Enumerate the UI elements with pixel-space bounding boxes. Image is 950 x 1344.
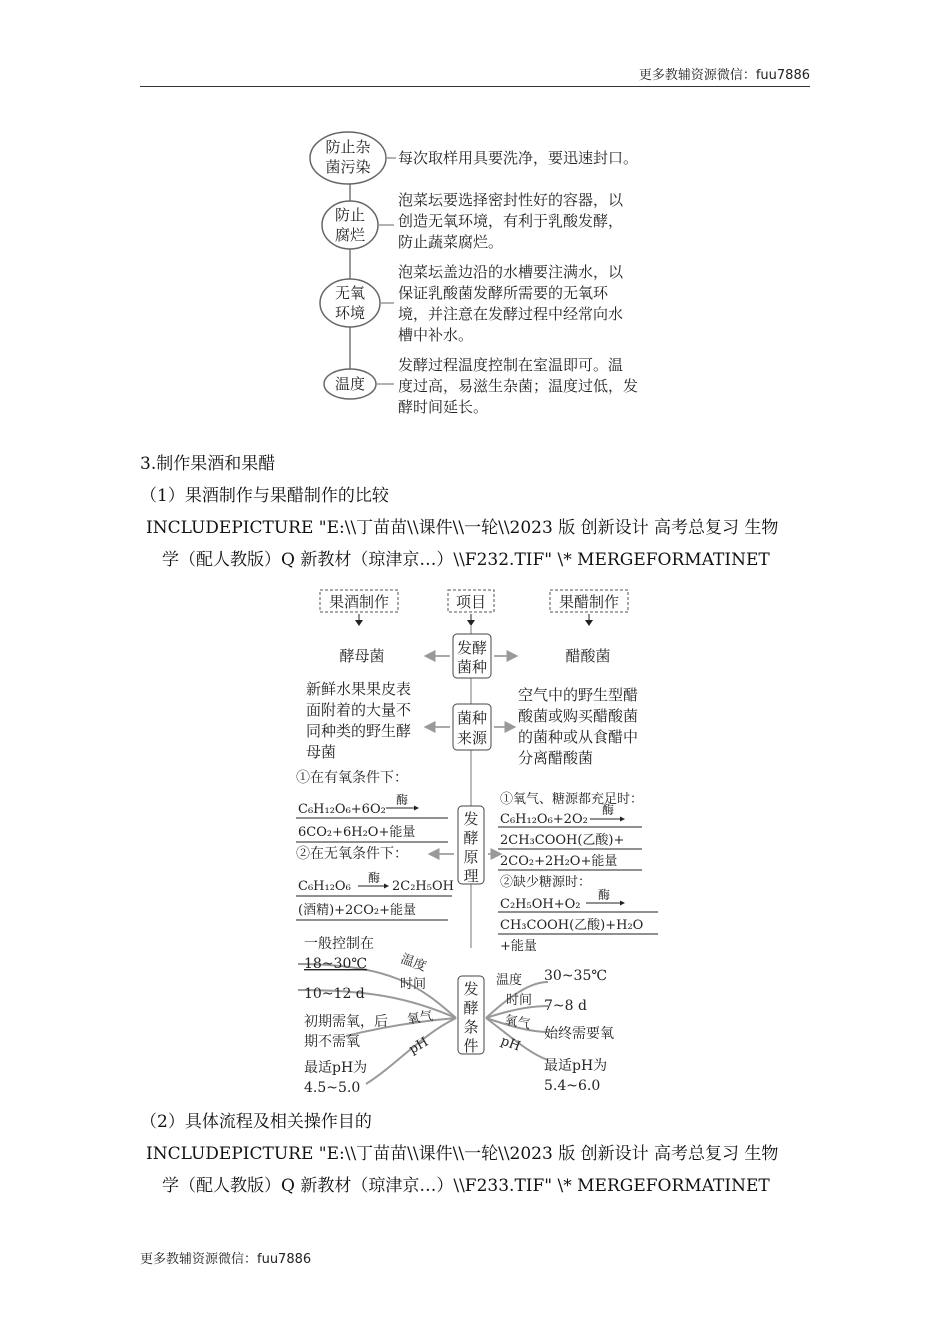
precaution-2 [322, 191, 624, 251]
source-wine-4: 母菌 [306, 743, 337, 761]
strain-label-2: 菌种 [456, 658, 488, 676]
cond-right-label-time: 时间 [506, 993, 533, 1008]
principle-vinegar-eq1-products2: 2CO₂+2H₂O+能量 [500, 854, 618, 869]
conditions-label-2: 酵 [463, 999, 479, 1017]
precaution-2-node-line1: 防止 [334, 206, 366, 224]
principle-wine-eq2-reactant: C₆H₁₂O₆ [298, 879, 351, 894]
page-footer: 更多教辅资源微信：fuu7886 [140, 1252, 312, 1267]
cond-left-label-time: 时间 [400, 977, 427, 992]
source-vinegar-2: 酸菌或购买醋酸菌 [518, 707, 639, 725]
principle-vinegar-eq2-products2: +能量 [500, 939, 537, 954]
cond-vinegar-time: 7~8 d [544, 998, 587, 1014]
principle-wine-eq2-product: 2C₂H₅OH [392, 879, 454, 894]
cond-wine-time: 10~12 d [304, 986, 365, 1002]
enzyme-label-2: 酶 [367, 871, 381, 885]
cond-left-label-temp: 温度 [398, 951, 429, 975]
precaution-4-node: 温度 [334, 375, 366, 393]
source-wine-3: 同种类的野生酵 [306, 722, 412, 740]
cond-wine-oxygen-2: 期不需氧 [304, 1034, 360, 1050]
strain-wine: 酵母菌 [339, 647, 385, 665]
cond-wine-temp-1: 一般控制在 [304, 936, 374, 952]
principle-wine-eq1-reactants: C₆H₁₂O₆+6O₂ [298, 802, 386, 817]
cond-right-label-ph: pH [498, 1033, 523, 1055]
source-vinegar-4: 分离醋酸菌 [518, 749, 594, 767]
principle-vinegar-eq2-products: CH₃COOH(乙酸)+H₂O [500, 918, 644, 933]
page-header: 更多教辅资源微信：fuu7886 [638, 68, 810, 83]
cond-vinegar-ph-2: 5.4~6.0 [544, 1078, 601, 1094]
source-label-2: 来源 [456, 729, 488, 747]
cond-left-label-ph: pH [406, 1034, 432, 1058]
principle-vinegar-eq1-reactants: C₆H₁₂O₆+2O₂ [500, 812, 588, 827]
source-wine-1: 新鲜水果果皮表 [306, 680, 412, 698]
precaution-3-text-line2: 保证乳酸菌发酵所需要的无氧环 [398, 284, 609, 302]
conditions-label-4: 件 [463, 1037, 479, 1055]
column-heads [320, 590, 628, 626]
head-wine: 果酒制作 [328, 593, 390, 611]
principle-wine-cond2: ②在无氧条件下： [296, 846, 408, 862]
cond-wine-oxygen-1: 初期需氧，后 [304, 1014, 388, 1030]
cond-right-label-oxygen: 氧气 [503, 1013, 532, 1033]
principle-wine-eq1-products: 6CO₂+6H₂O+能量 [298, 825, 416, 840]
pickle-precautions-diagram [290, 122, 660, 422]
row-principle [296, 770, 658, 954]
precaution-2-node-line2: 腐烂 [334, 226, 366, 244]
precaution-3-node-line2: 环境 [334, 304, 366, 322]
principle-wine-cond1: ①在有氧条件下： [296, 770, 408, 786]
head-item: 项目 [455, 593, 487, 611]
conditions-label-1: 发 [463, 980, 479, 998]
cond-wine-ph-2: 4.5~5.0 [304, 1080, 361, 1096]
precaution-3-text-line1: 泡菜坛盖边沿的水槽要注满水，以 [398, 263, 624, 281]
subsection-2-title: （2）具体流程及相关操作目的 [140, 1112, 372, 1132]
precaution-1 [310, 132, 638, 184]
precaution-1-node-line2: 菌污染 [325, 158, 371, 176]
wine-vinegar-comparison-diagram [290, 586, 670, 1098]
strain-vinegar: 醋酸菌 [565, 647, 611, 665]
enzyme-label-4: 酶 [597, 888, 611, 902]
section-3-title: 3.制作果酒和果醋 [140, 454, 276, 474]
enzyme-label-1: 酶 [395, 793, 409, 807]
precaution-2-text-line1: 泡菜坛要选择密封性好的容器，以 [398, 191, 624, 209]
principle-vinegar-cond2: ②缺少糖源时： [500, 875, 592, 890]
principle-vinegar-eq1-products: 2CH₃COOH(乙酸)+ [500, 833, 625, 848]
principle-vinegar-eq2-reactants: C₂H₅OH+O₂ [500, 897, 581, 912]
subsection-1-title: （1）果酒制作与果醋制作的比较 [140, 486, 389, 506]
source-label-1: 菌种 [456, 709, 488, 727]
includepicture-2-line2: 学（配人教版）Q 新教材（琼津京…）\\F233.TIF" \* MERGEFORMATINET [162, 1176, 770, 1196]
conditions-label-3: 条 [463, 1018, 479, 1036]
precaution-3-node-line1: 无氧 [334, 284, 366, 302]
precaution-4 [324, 356, 638, 416]
cond-left-label-oxygen: 氧气 [406, 1008, 435, 1028]
strain-label-1: 发酵 [456, 639, 488, 657]
principle-wine-eq2-products2: (酒精)+2CO₂+能量 [298, 903, 417, 918]
precaution-4-text-line3: 酵时间延长。 [398, 398, 489, 416]
source-wine-2: 面附着的大量不 [306, 701, 412, 719]
principle-label-3: 原 [463, 848, 479, 866]
precaution-1-text-line1: 每次取样用具要洗净，要迅速封口。 [398, 149, 639, 167]
precaution-4-text-line1: 发酵过程温度控制在室温即可。温 [398, 356, 624, 374]
principle-label-2: 酵 [463, 829, 479, 847]
cond-right-label-temp: 温度 [496, 973, 523, 988]
principle-vinegar-cond1: ①氧气、糖源都充足时： [500, 792, 644, 807]
row-source [306, 680, 638, 767]
cond-vinegar-ph-1: 最适pH为 [544, 1058, 608, 1074]
precaution-2-text-line2: 创造无氧环境，有利于乳酸发酵， [398, 212, 624, 230]
source-vinegar-3: 的菌种或从食醋中 [518, 728, 639, 746]
row-strain [339, 634, 610, 678]
includepicture-1-line2: 学（配人教版）Q 新教材（琼津京…）\\F232.TIF" \* MERGEFORMATINET [162, 550, 770, 570]
header-rule [140, 86, 810, 87]
includepicture-1-line1: INCLUDEPICTURE "E:\\丁苗苗\\课件\\一轮\\2023 版 创新设计 高考总复习 生物 [146, 518, 779, 538]
head-vinegar: 果醋制作 [558, 593, 620, 611]
precaution-4-text-line2: 度过高，易滋生杂菌；温度过低，发 [398, 377, 639, 395]
row-conditions [298, 935, 614, 1096]
precaution-1-node-line1: 防止杂 [325, 138, 371, 156]
precaution-3-text-line3: 境，并注意在发酵过程中经常向水 [398, 305, 624, 323]
includepicture-2-line1: INCLUDEPICTURE "E:\\丁苗苗\\课件\\一轮\\2023 版 创新设计 高考总复习 生物 [146, 1144, 779, 1164]
precaution-3 [320, 263, 624, 344]
cond-vinegar-oxygen: 始终需要氧 [544, 1026, 614, 1042]
cond-vinegar-temp: 30~35℃ [544, 968, 608, 984]
enzyme-label-3: 酶 [601, 803, 615, 817]
cond-wine-temp-2: 18~30℃ [304, 956, 368, 972]
precaution-2-text-line3: 防止蔬菜腐烂。 [398, 233, 504, 251]
cond-wine-ph-1: 最适pH为 [304, 1060, 368, 1076]
principle-label-1: 发 [463, 810, 479, 828]
principle-label-4: 理 [463, 867, 479, 885]
source-vinegar-1: 空气中的野生型醋 [518, 686, 639, 704]
precaution-3-text-line4: 槽中补水。 [398, 326, 474, 344]
